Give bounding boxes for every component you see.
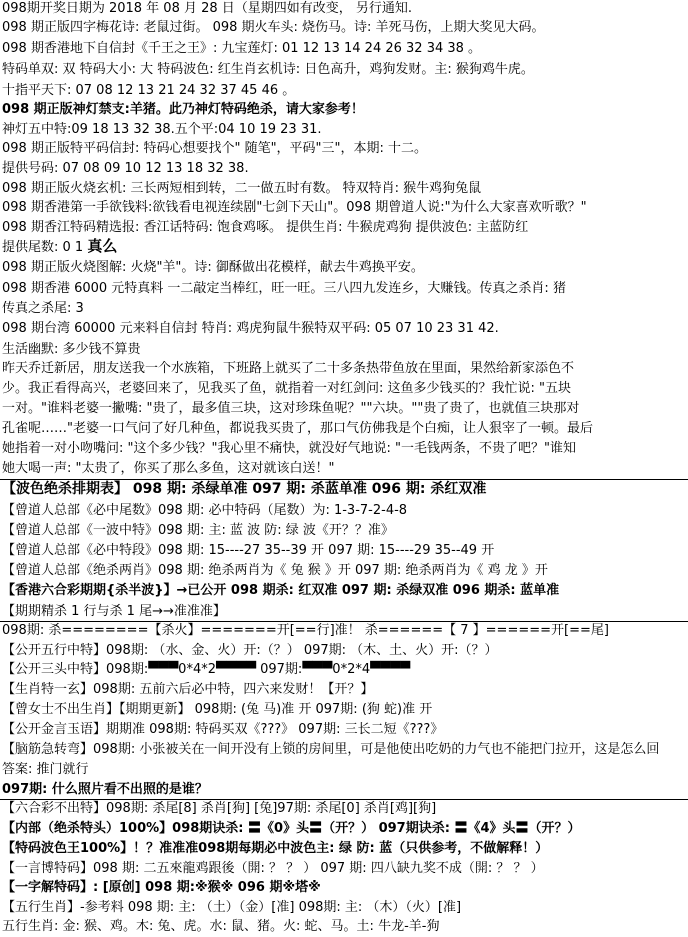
line-fax-kill-tail: 传真之杀尾: 3 [2,301,84,316]
line-xiangjiang: 098 期香江特码精选报: 香江话特码: 饱食鸡啄。 提供生肖: 牛猴虎鸡狗 提供波色: 主蓝防红 [2,220,529,235]
line-zeng-segment: 【曾道人总部《必中特段》098 期: 15----27 35--39 开 097 期: 15----29 35--49 开 [2,543,495,558]
line-flat-envelope: 098 期正版特平码信封: 特码心想要找个" 随笔"，平码"三"，本期: 十二。 [2,141,428,156]
line-zeng-kill-two: 【曾道人总部《绝杀两肖》098 期: 绝杀两肖为《 兔 猴 》开 097 期: 绝杀两肖为《 鸡 龙 》开 [2,563,548,578]
line-fire-diagram: 098 期正版火烧图解: 火烧"羊"。诗: 御酥做出花模样，献去牛鸡换平安。 [2,260,424,275]
tail-mark: 真么 [87,237,118,255]
line-wave-kill-table: 【波色绝杀排期表】 098 期: 杀绿单准 097 期: 杀蓝单准 096 期: 杀红双准 [2,481,487,497]
line-attributes: 特码单双: 双 特码大小: 大 特码波色: 红生肖玄机诗: 日色高升，鸡狗发财。主: 猴狗鸡牛虎。 [2,62,534,77]
tail-numbers-text: 提供尾数: 0 1 [2,240,88,255]
line-story-1: 昨天乔迁新居，朋友送我一个水族箱，下班路上就买了二十多条热带鱼放在里面，果然给新家添色不 [2,361,575,376]
line-internal-kill: 【内部（绝杀特头）100%】098期诀杀: 〓《0》头〓（开？） 097期诀杀: 〓《4》头〓（开？） [2,821,581,836]
line-precise-kill: 【期期精杀 1 行与杀 1 尾→→准准准】 [2,604,226,619]
line-hk-half-wave: 【香港六合彩期期{杀半波}】→已公开 098 期杀: 红双准 097 期: 杀绿双准 096 期杀: 蓝单准 [2,583,560,598]
line-hk-first: 098 期香港第一手欲钱料:欲钱看电视连续剧"七剑下天山"。098 期曾道人说:"为什么大家喜欢听歌？" [2,200,587,215]
line-golden-words: 【公开金言玉语】期期准 098期: 特码买双《???》 097期: 三长二短《???》 [2,722,444,737]
line-tail-numbers [2,238,117,256]
divider [0,479,688,480]
line-lamp-ban: 098 期正版神灯禁支:羊猪。此乃神灯特码绝杀，请大家参考！ [2,102,364,117]
line-one-char: 【一字解特码】: [原创] 098 期:※猴※ 096 期※塔※ [2,880,321,895]
line-lamp-five: 神灯五中特:09 18 13 32 38.五个平:04 10 19 23 31. [2,122,322,137]
line-story-4: 孔雀呢……"老婆一口气问了好几种鱼，都说我买贵了，那口气仿佛我是个白痴，让人狠宰了一顿。最后 [2,421,593,436]
line-ms-zeng: 【曾女士不出生肖】【期期更新】 098期: (兔 马)准 开 097期: (狗 蛇)准 开 [2,702,433,717]
line-answer: 答案: 推门就行 [2,762,89,777]
line-kill-fire-tail: 098期: 杀========【杀火】=======开[==行]准！ 杀======【 7 】======开[==尾] [2,623,609,638]
line-brain-teaser: 【脑筋急转弯】098期: 小张被关在一间开没有上锁的房间里，可是他使出吃奶的力气也不能把门拉开，这是怎么回 [2,742,660,757]
line-envelope: 098 期香港地下自信封《千王之王》: 九宝莲灯: 01 12 13 14 24 26 32 34 38 。 [2,41,482,56]
line-one-word-special: 【一言博特码】098 期: 二五來龍鸡跟後（開: ？ ？ ） 097 期: 四八缺九奖不成（開: ？ ？ ） [2,861,544,876]
line-hk-6000: 098 期香港 6000 元特真料 一二敲定当棒红，旺一旺。三八四九发连乡，大赚钱。传真之杀肖: 猪 [2,281,566,296]
line-five-elements: 【公开五行中特】098期: （水、金、火）开:（？） 097期: （木、土、火）开:（？） [2,643,498,658]
line-five-element-zodiac: 【五行生肖】-参考料 098 期: 主: （土）（金）[准] 098期: 主: （木）（火）[准] [2,900,462,915]
line-poem: 098 期正版四字梅花诗: 老鼠过街。 098 期火车头: 烧伤马。诗: 羊死马伤，上期大奖见大码。 [2,20,545,35]
line-humor-title: 生活幽默: 多少钱不算贵 [2,342,141,357]
line-zeng-wave: 【曾道人总部《一波中特》098 期: 主: 蓝 波 防: 绿 波《开？？准》 [2,523,394,538]
line-zodiac-mystery: 【生肖特一玄】098期: 五前六后必中特，四六来发财！【开？】 [2,682,374,697]
line-wave-king: 【特码波色王100%】！？准准准098期每期必中波色主: 绿 防: 蓝（只供参考，不做解释！） [2,841,549,856]
line-story-6: 她大喝一声: "太贵了，你买了那么多鱼，这对就该白送！" [2,461,335,476]
line-ten-fingers: 十指平天下: 07 08 12 13 21 24 32 37 45 46 。 [2,83,296,98]
line-story-3: 一对。"谁料老婆一撇嘴: "贵了，最多值三块，这对珍珠鱼呢？""六块。""贵了贵了，也就值三块那对 [2,401,580,416]
line-fire-mystery: 098 期正版火烧玄机: 三长两短相到转，二一做五时有数。 特双特肖: 猴牛鸡狗兔鼠 [2,181,482,196]
line-photo-question: 097期: 什么照片看不出照的是谁？ [2,782,208,797]
line-provide-numbers: 提供号码: 07 08 09 10 12 13 18 32 38. [2,161,249,176]
line-taiwan: 098 期台湾 60000 元来料自信封 特肖: 鸡虎狗鼠牛猴特双平码: 05 07 10 23 31 42. [2,321,499,336]
line-open-date: 098期开奖日期为 2018 年 08 月 28 日（星期四如有改变， 另行通知. [2,1,413,16]
line-three-heads: 【公开三头中特】098期:▀▀▀0*4*2▀▀▀▀ 097期:▀▀▀0*2*4▀▀▀▀ [2,662,411,677]
line-no-special: 【六合彩不出特】098期: 杀尾[8] 杀肖[狗] [兔]97期: 杀尾[0] 杀肖[鸡][狗] [2,801,437,816]
line-zeng-tail: 【曾道人总部《必中尾数》098 期: 必中特码（尾数）为: 1-3-7-2-4-8 [2,503,408,518]
line-story-2: 少。我正看得高兴，老婆回来了，见我买了鱼，就指着一对红剑问: 这鱼多少钱买的？我忙说: "五块 [2,381,572,396]
line-element-groups: 五行生肖: 金: 猴、鸡。木: 兔、虎。水: 鼠、猪。火: 蛇、马。土: 牛龙-羊-狗 [2,919,440,934]
line-story-5: 她指着一对小吻嘴问: "这个多少钱？"我心里不痛快，就没好气地说: "一毛钱两条，不贵了吧？"谁知 [2,441,576,456]
